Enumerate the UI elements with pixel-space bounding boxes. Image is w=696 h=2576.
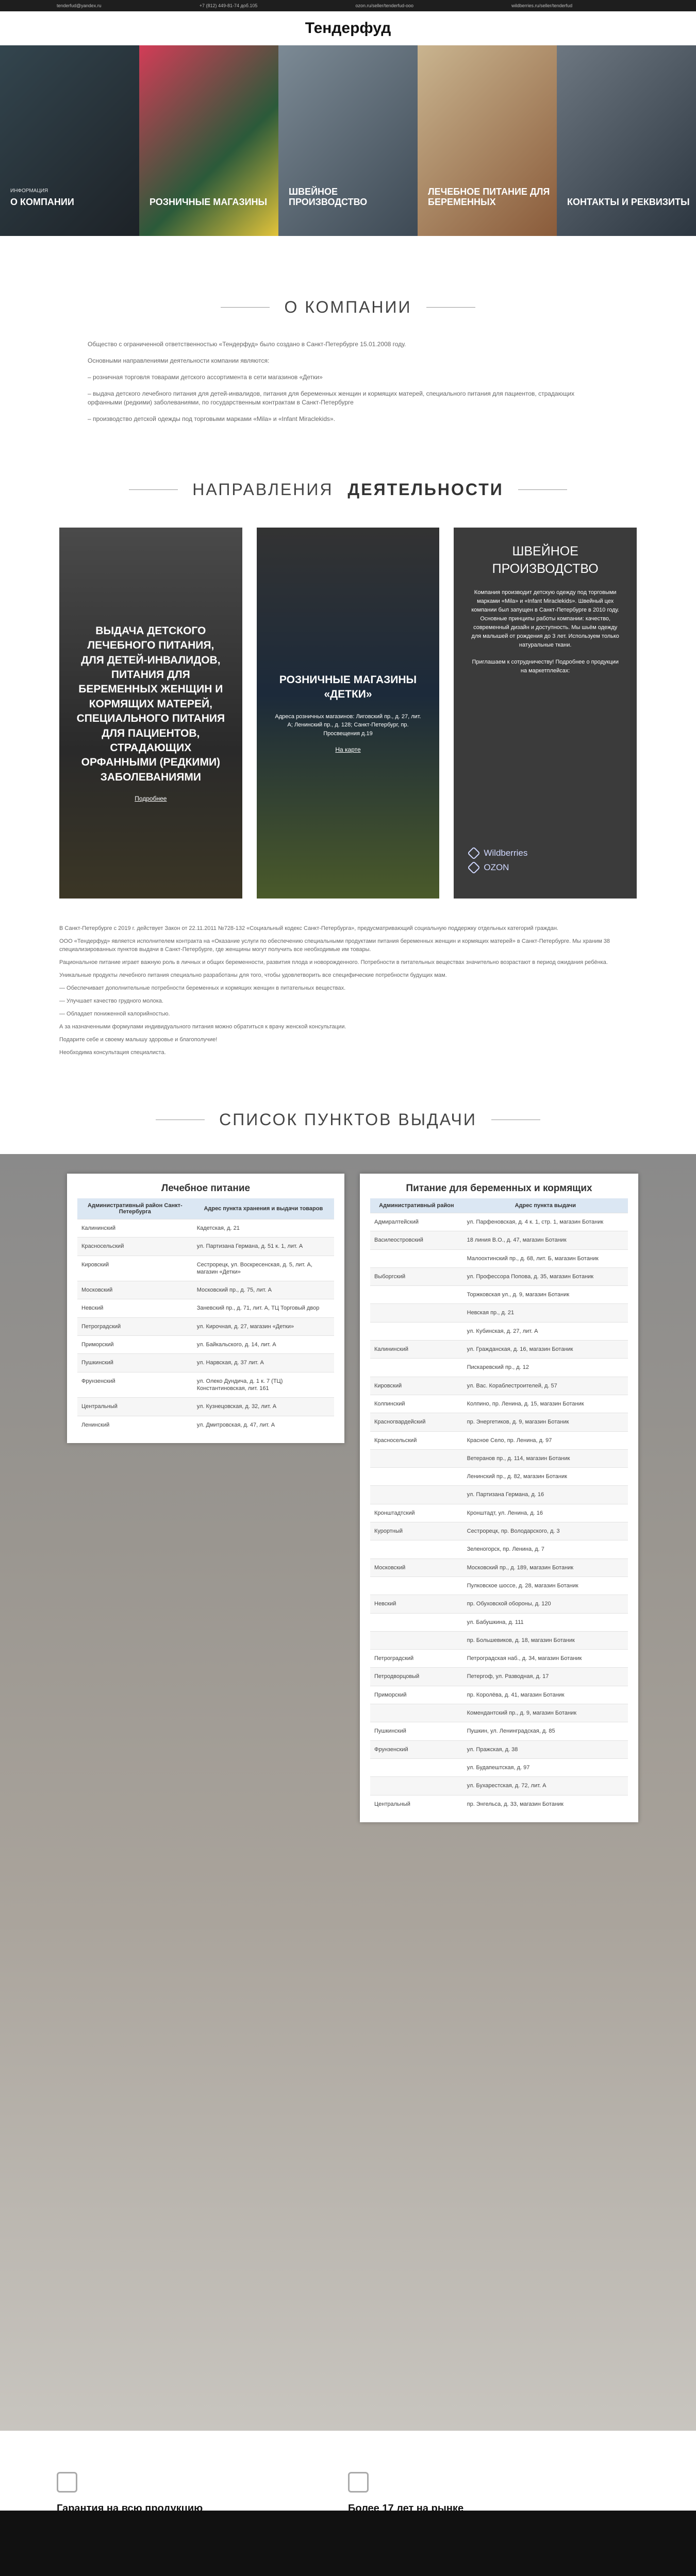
address-cell: Петергоф, ул. Разводная, д. 17 [463,1668,628,1686]
table-row [77,1372,334,1398]
district-cell: Калининский [370,1341,463,1359]
district-cell: Курортный [370,1522,463,1540]
table-row [77,1281,334,1299]
directions-section [0,431,696,1057]
district-cell: Пушкинский [370,1722,463,1740]
district-cell: Центральный [370,1795,463,1813]
card-text: Адреса розничных магазинов: Лиговский пр., д. 27, лит. А; Ленинский пр., д. 128; Санкт-Петербург, пр. Просвещения д.19 [275,713,421,737]
district-cell: Колпинский [370,1395,463,1413]
table-row [370,1795,628,1813]
district-cell: Фрунзенский [370,1740,463,1758]
table-pregnant [360,1174,638,1822]
table-row [77,1299,334,1317]
table-row [370,1341,628,1359]
district-cell: Московский [370,1558,463,1577]
about-text [88,340,608,423]
address-cell: ул. Бабушкина, д. 111 [463,1613,628,1631]
dir-p: Рациональное питание играет важную роль в личных и общих беременности, развития плода и новорожденного. Потребности в питательных веществах значительно возрастают в период ожидания ребёнка. [59,959,608,965]
address-cell: Кадетская, д. 21 [193,1219,334,1238]
about-p: Общество с ограниченной ответственностью «Тендерфуд» было создано в Санкт-Петербурге 15.01.2008 году. [88,341,406,348]
direction-card-sewing [454,528,637,899]
table-row [370,1631,628,1649]
link-icon [468,861,480,874]
hero-tile-nutrition[interactable] [418,45,557,236]
table-row [370,1613,628,1631]
table-row [370,1686,628,1704]
table-row [370,1286,628,1304]
district-cell [370,1758,463,1776]
table-row [370,1486,628,1504]
dir-p: Уникальные продукты лечебного питания специально разработаны для того, чтобы удовлетворить все специфические потребности будущих мам. [59,972,447,978]
address-cell: пр. Обуховской обороны, д. 120 [463,1595,628,1613]
dir-p: Необходима консультация специалиста. [59,1049,166,1056]
feature-title: Более 17 лет на рынке [348,2503,464,2514]
district-cell [370,1304,463,1322]
district-cell [370,1777,463,1795]
hero-sub: ИНФОРМАЦИЯ [10,188,48,194]
table-row [77,1238,334,1256]
address-cell: ул. Олеко Дундича, д. 1 к. 7 (ТЦ) Константиновская, лит. 161 [193,1372,334,1398]
district-cell: Невский [77,1299,193,1317]
table-row [370,1377,628,1395]
district-cell: Кировский [370,1377,463,1395]
points-section [0,1061,696,2431]
district-cell: Василеостровский [370,1231,463,1249]
card-more-link[interactable]: Подробнее [135,794,167,802]
address-cell: Сестрорецк, пр. Володарского, д. 3 [463,1522,628,1540]
table-row [370,1213,628,1231]
directions-title [0,480,696,499]
address-cell: ул. Бухарестская, д. 72, лит. А [463,1777,628,1795]
address-cell: пр. Королёва, д. 41, магазин Ботаник [463,1686,628,1704]
district-cell: Кронштадтский [370,1504,463,1522]
district-cell: Выборгский [370,1267,463,1285]
table-heading: Питание для беременных и кормящих [406,1183,592,1194]
table-row [370,1359,628,1377]
district-cell: Красногвардейский [370,1413,463,1431]
address-cell: Заневский пр., д. 71, лит. А, ТЦ Торговый двор [193,1299,334,1317]
address-cell: ул. Дмитровская, д. 47, лит. А [193,1416,334,1434]
features [0,2431,696,2514]
ozon-label: OZON [484,862,509,872]
link-icon [468,846,480,859]
table-nutrition [67,1174,344,1443]
table-row [370,1413,628,1431]
district-cell [370,1322,463,1340]
table-row [370,1740,628,1758]
table-row [370,1304,628,1322]
address-cell: Московский пр., д. 189, магазин Ботаник [463,1558,628,1577]
card-map-link[interactable]: На карте [335,746,361,754]
hero-tiles [0,45,696,236]
address-cell: ул. Партизана Германа, д. 51 к. 1, лит. А [193,1238,334,1256]
hero-tile-contacts[interactable] [557,45,696,236]
table-row [370,1267,628,1285]
hero-tile-shops[interactable] [139,45,278,236]
hero-title: КОНТАКТЫ И РЕКВИЗИТЫ [567,197,690,208]
district-cell: Петроградский [77,1317,193,1335]
address-cell: ул. Кубинская, д. 27, лит. А [463,1322,628,1340]
feature-years [348,2472,639,2515]
table-row [370,1231,628,1249]
address-cell: Сестрорецк, ул. Воскресенская, д. 5, лит. А, магазин «Детки» [193,1256,334,1281]
feature-title: Гарантия на всю продукцию [57,2503,203,2514]
col-district: Административный район [370,1198,463,1213]
about-p: – розничная торговля товарами детского ассортимента в сети магазинов «Детки» [88,374,323,381]
table-row [370,1322,628,1340]
table-row [370,1522,628,1540]
dir-p: — Обладает пониженной калорийностью. [59,1011,170,1017]
table-row [370,1431,628,1449]
address-cell: ул. Кузнецовская, д. 32, лит. А [193,1398,334,1416]
wildberries-label: Wildberries [484,848,528,858]
address-cell: Зеленогорск, пр. Ленина, д. 7 [463,1540,628,1558]
address-cell: Пулковское шоссе, д. 28, магазин Ботаник [463,1577,628,1595]
district-cell [370,1249,463,1267]
col-address: Адрес пункта выдачи [463,1198,628,1213]
address-cell: ул. Нарвская, д. 37 лит. А [193,1354,334,1372]
district-cell [370,1631,463,1649]
top-email[interactable]: tenderfud@yandex.ru [57,3,102,8]
table-row [77,1219,334,1238]
table-row [77,1317,334,1335]
district-cell [370,1540,463,1558]
points-title: СПИСОК ПУНКТОВ ВЫДАЧИ [0,1110,696,1129]
top-wildberries[interactable]: wildberries.ru/seller/tenderfud [511,3,573,8]
district-cell: Красносельский [77,1238,193,1256]
district-cell [370,1468,463,1486]
card-title: ВЫДАЧА ДЕТСКОГО ЛЕЧЕБНОГО ПИТАНИЯ, ДЛЯ ДЕТЕЙ-ИНВАЛИДОВ, ПИТАНИЯ ДЛЯ БЕРЕМЕННЫХ ЖЕНЩИН И КОРМЯЩИХ МАТЕРЕЙ, СПЕЦИАЛЬНОГО ПИТАНИЯ ДЛЯ ПАЦИЕНТОВ, СТРАДАЮЩИХ ОРФАННЫМИ (РЕДКИМИ) ЗАБОЛЕВАНИЯМИ [76,625,225,783]
dir-p: — Улучшает качество грудного молока. [59,998,163,1004]
card-title: РОЗНИЧНЫЕ МАГАЗИНЫ «ДЕТКИ» [279,673,417,701]
table-heading: Лечебное питание [161,1183,251,1194]
table-row [77,1416,334,1434]
address-cell: ул. Профессора Попова, д. 35, магазин Ботаник [463,1267,628,1285]
table-row [370,1577,628,1595]
table-row [370,1777,628,1795]
district-cell: Пушкинский [77,1354,193,1372]
address-cell: Пушкин, ул. Ленинградская, д. 85 [463,1722,628,1740]
directions-title-a: НАПРАВЛЕНИЯ [192,480,334,499]
address-cell: Ветеранов пр., д. 114, магазин Ботаник [463,1449,628,1467]
table-row [370,1595,628,1613]
address-cell: Ленинский пр., д. 82, магазин Ботаник [463,1468,628,1486]
address-cell: ул. Гражданская, д. 16, магазин Ботаник [463,1341,628,1359]
district-cell: Петроградский [370,1650,463,1668]
ozon-link[interactable] [469,862,621,873]
calendar-icon [348,2472,369,2493]
address-cell: Малоохтинский пр., д. 68, лит. Б, магазин Ботаник [463,1249,628,1267]
district-cell [370,1704,463,1722]
table-row [370,1758,628,1776]
address-cell: Кронштадт, ул. Ленина, д. 16 [463,1504,628,1522]
top-ozon[interactable]: ozon.ru/seller/tenderfud-ooo [355,3,414,8]
address-cell: пр. Большевиков, д. 18, магазин Ботаник [463,1631,628,1649]
dir-p: В Санкт-Петербурге с 2019 г. действует Закон от 22.11.2011 №728-132 «Социальный кодекс Санкт-Петербурга», предусматривающий социальную поддержку отдельных категорий граждан. [59,925,558,931]
address-cell: пр. Энгельса, д. 33, магазин Ботаник [463,1795,628,1813]
address-cell: Невская пр., д. 21 [463,1304,628,1322]
address-cell: Пискаревский пр., д. 12 [463,1359,628,1377]
col-address: Адрес пункта хранения и выдачи товаров [193,1198,334,1219]
district-cell [370,1286,463,1304]
address-cell: Петроградская наб., д. 34, магазин Ботаник [463,1650,628,1668]
district-cell: Красносельский [370,1431,463,1449]
directions-text [59,924,637,1057]
address-cell: Колпино, пр. Ленина, д. 15, магазин Ботаник [463,1395,628,1413]
dir-p: А за назначенными формулами индивидуального питания можно обратиться к врачу женской консультации. [59,1024,346,1030]
hero-title: РОЗНИЧНЫЕ МАГАЗИНЫ [150,197,268,208]
district-cell: Приморский [77,1336,193,1354]
address-cell: пр. Энергетиков, д. 9, магазин Ботаник [463,1413,628,1431]
table-row [77,1354,334,1372]
table-row [370,1650,628,1668]
points-background [0,1154,696,2431]
district-cell [370,1486,463,1504]
district-cell [370,1449,463,1467]
district-cell: Невский [370,1595,463,1613]
address-cell: ул. Байкальского, д. 14, лит. А [193,1336,334,1354]
district-cell [370,1359,463,1377]
table-row [370,1249,628,1267]
table-row [370,1468,628,1486]
top-phone[interactable]: +7 (812) 449-81-74 доб.105 [199,3,258,8]
about-p: – выдача детского лечебного питания для детей-инвалидов, питания для беременных женщин и кормящих матерей, специального питания для пациентов, страдающих орфанными (редкими) заболеваниями, по государственным контрактам в Санкт-Петербурге [88,390,575,406]
table-row [77,1398,334,1416]
table-row [370,1558,628,1577]
wildberries-link[interactable] [469,848,621,858]
district-cell: Ленинский [77,1416,193,1434]
address-cell: ул. Будапештская, д. 97 [463,1758,628,1776]
top-bar [0,0,696,11]
card-text: Компания производит детскую одежду под торговыми марками «Mila» и «Infant Miraclekids». Швейный цех компании был запущен в Санкт-Петербурге в 2010 году. Основные принципы работы компании: качество, современный дизайн и доступность. Мы шьём одежду для малышей от рождения до 3 лет. Используем только натуральные ткани. [471,589,619,648]
col-district: Административный район Санкт-Петербурга [77,1198,193,1219]
table-row [77,1336,334,1354]
district-cell: Московский [77,1281,193,1299]
table-row [370,1395,628,1413]
table-row [370,1540,628,1558]
direction-card-shops[interactable] [257,528,440,899]
address-cell: ул. Пражская, д. 38 [463,1740,628,1758]
directions-title-b: ДЕЯТЕЛЬНОСТИ [347,480,504,499]
address-cell: ул. Парфеновская, д. 4 к. 1, стр. 1, магазин Ботаник [463,1213,628,1231]
address-cell: Комендантский пр., д. 9, магазин Ботаник [463,1704,628,1722]
address-cell: ул. Кирочная, д. 27, магазин «Детки» [193,1317,334,1335]
feature-guarantee [57,2472,348,2515]
dir-p: Подарите себе и своему малышу здоровье и благополучие! [59,1037,218,1043]
direction-card-nutrition[interactable] [59,528,242,899]
table-row [77,1256,334,1281]
hero-tile-about[interactable] [0,45,139,236]
card-text2: Приглашаем к сотрудничеству! Подробнее о продукции на маркетплейсах: [472,658,619,674]
address-cell: Торжковская ул., д. 9, магазин Ботаник [463,1286,628,1304]
hero-title: ЛЕЧЕБНОЕ ПИТАНИЕ ДЛЯ БЕРЕМЕННЫХ [428,186,550,208]
district-cell [370,1577,463,1595]
about-section [0,236,696,423]
address-cell: Красное Село, пр. Ленина, д. 97 [463,1431,628,1449]
contacts-section [0,2511,696,2576]
card-title: ШВЕЙНОЕ ПРОИЗВОДСТВО [492,544,599,576]
hero-tile-sewing[interactable] [278,45,418,236]
district-cell: Адмиралтейский [370,1213,463,1231]
address-cell: ул. Партизана Германа, д. 16 [463,1486,628,1504]
table-row [370,1668,628,1686]
district-cell: Фрунзенский [77,1372,193,1398]
hero-title: О КОМПАНИИ [10,197,74,208]
about-p: Основными направлениями деятельности компании являются: [88,357,270,364]
district-cell: Калининский [77,1219,193,1238]
hero-title: ШВЕЙНОЕ ПРОИЗВОДСТВО [289,186,368,208]
dir-p: ООО «Тендерфуд» является исполнителем контракта на «Оказание услуги по обеспечению специальными продуктами питания беременных женщин и кормящих матерей» в Санкт-Петербурге. Мы храним 38 специализированных пунктов выдачи в Санкт-Петербурге, где женщины могут получить все необходимые им товары. [59,938,610,953]
district-cell: Кировский [77,1256,193,1281]
district-cell: Приморский [370,1686,463,1704]
address-cell: ул. Вас. Кораблестроителей, д. 57 [463,1377,628,1395]
about-title: О КОМПАНИИ [0,298,696,317]
dir-p: — Обеспечивает дополнительные потребности беременных и кормящих женщин в питательных веществах. [59,985,346,991]
bag-icon [57,2472,77,2493]
district-cell: Петродворцовый [370,1668,463,1686]
site-brand[interactable]: Тендерфуд [305,20,391,37]
about-p: – производство детской одежды под торговыми марками «Mila» и «Infant Miraclekids». [88,415,335,422]
table-row [370,1449,628,1467]
table-row [370,1504,628,1522]
table-row [370,1722,628,1740]
district-cell: Центральный [77,1398,193,1416]
table-row [370,1704,628,1722]
address-cell: 18 линия В.О., д. 47, магазин Ботаник [463,1231,628,1249]
address-cell: Московский пр., д. 75, лит. А [193,1281,334,1299]
district-cell [370,1613,463,1631]
